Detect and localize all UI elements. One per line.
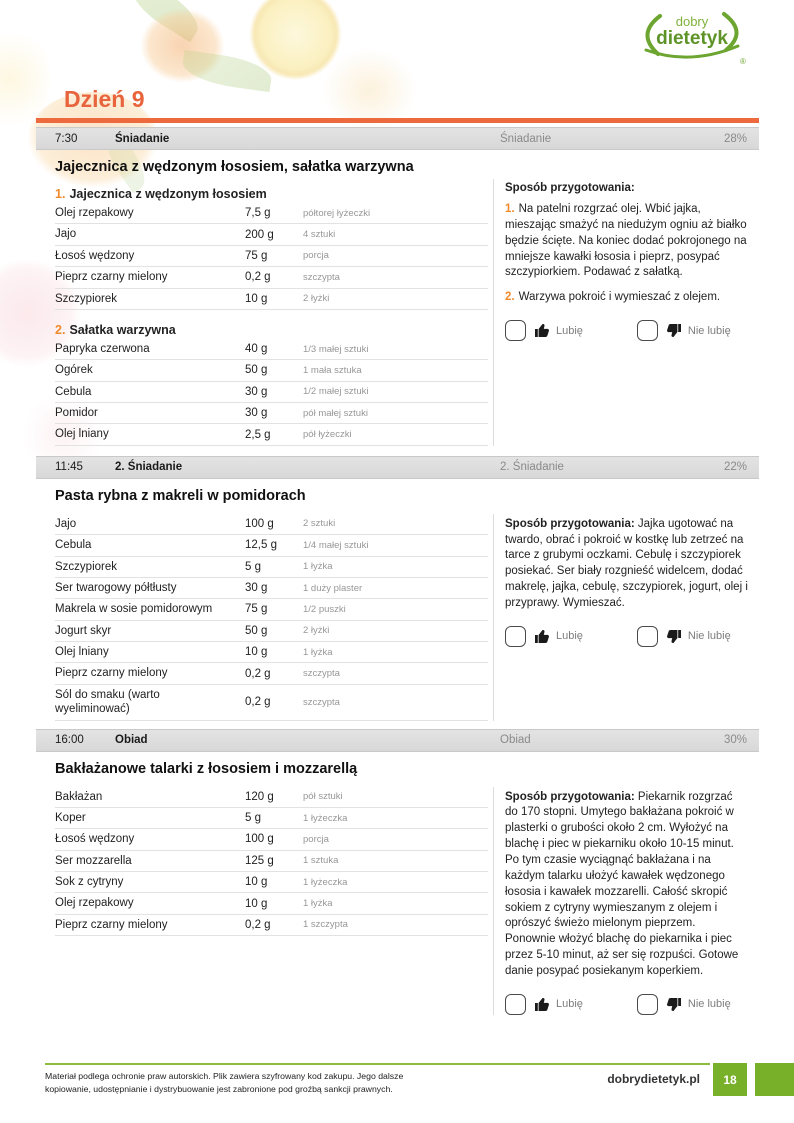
ingredient-row: Olej lniany 2,5 g pół łyżeczki (55, 424, 488, 445)
ingredient-row: Sok z cytryny 10 g 1 łyżeczka (55, 872, 488, 893)
dislike-checkbox[interactable] (637, 994, 658, 1015)
dislike-label: Nie lubię (687, 630, 731, 643)
footer-green-rule (45, 1063, 710, 1065)
meal-dish-title: Jajecznica z wędzonym łososiem, sałatka warzywna (55, 159, 414, 175)
recipe-group-header (55, 323, 488, 337)
recipe-group-header (55, 187, 488, 201)
ingredient-row: Pieprz czarny mielony 0,2 g szczypta (55, 663, 488, 684)
preparation-heading: Sposób przygotowania: (505, 182, 635, 194)
page-header (0, 0, 794, 118)
preparation-step: 1. Na patelni rozgrzać olej. Wbić jajka, mieszając smażyć na niedużym ogniu aż białko będzie ścięte. Na koniec dodać pokrojonego na mniejsze kawałki łososia i pieprz, posypać szczypiorkiem. Podawać z sałatką. (505, 203, 747, 279)
meal-section-second-breakfast (36, 514, 759, 721)
dislike-group (637, 994, 731, 1015)
dislike-group (637, 320, 731, 341)
ingredient-row: Jajo 100 g 2 sztuki (55, 514, 488, 535)
group-number: 2. (55, 322, 66, 337)
svg-text:dobry: dobry (675, 14, 709, 29)
ingredient-row: Pieprz czarny mielony 0,2 g szczypta (55, 267, 488, 288)
ingredient-row: Papryka czerwona 40 g 1/3 małej sztuki (55, 339, 488, 360)
page-title: Dzień 9 (64, 86, 145, 112)
preparation-step: 2. Warzywa pokroić i wymieszać z olejem. (505, 291, 721, 304)
meal-energy-percent: 22% (723, 461, 747, 474)
thumbs-up-icon (534, 323, 550, 338)
ingredient-row: Koper 5 g 1 łyżeczka (55, 808, 488, 829)
thumbs-down-icon (666, 323, 682, 338)
brand-logo (630, 8, 754, 73)
meal-time: 7:30 (55, 132, 78, 145)
ingredient-row: Ser twarogowy półtłusty 30 g 1 duży plaster (55, 578, 488, 599)
footer-edge-block (755, 1063, 794, 1096)
like-label: Lubię (556, 324, 583, 337)
ingredient-row: Olej lniany 10 g 1 łyżka (55, 642, 488, 663)
preparation-column (494, 787, 748, 1015)
meal-header-bar-breakfast (36, 127, 759, 150)
preparation-text: Sposób przygotowania: Piekarnik rozgrzać do 170 stopni. Umytego bakłażana pokroić w plasterki o grubości około 2 cm. Wyłożyć na blachę i piec w piekarniku około 10-15 minut. Po tym czasie wyciągnąć bakłażana i na każdym talarku ułożyć kawałek wędzonego łososia i kawałek mozzarelli. Całość skropić sokiem z cytryny wymieszanym z olejem i oprószyć świeżo mielonym pieprzem. Ponownie włożyć blachę do piekarnika i piec przez 5-10 minut, aż ser się rozpuści. Gotowe danie posypać posiekanym koperkiem. (505, 790, 739, 977)
meal-summary-name: Śniadanie (500, 132, 552, 145)
feedback-row (505, 320, 748, 341)
like-group (505, 994, 583, 1015)
meal-name: Obiad (115, 734, 148, 746)
feedback-row (505, 994, 748, 1015)
page-number-badge: 18 (713, 1063, 747, 1096)
meal-summary-name: 2. Śniadanie (500, 461, 564, 474)
meal-time: 16:00 (55, 734, 84, 746)
like-group (505, 320, 583, 341)
ingredient-row: Ogórek 50 g 1 mała sztuka (55, 360, 488, 381)
ingredient-row: Szczypiorek 10 g 2 łyżki (55, 289, 488, 310)
meal-header-bar-second-breakfast (36, 456, 759, 479)
meal-name: Śniadanie (115, 132, 170, 145)
ingredient-row: Ser mozzarella 125 g 1 sztuka (55, 851, 488, 872)
ingredient-row: Cebula 30 g 1/2 małej sztuki (55, 382, 488, 403)
ingredient-row: Pieprz czarny mielony 0,2 g 1 szczypta (55, 915, 488, 936)
dislike-group (637, 626, 731, 647)
ingredient-row: Jajo 200 g 4 sztuki (55, 224, 488, 245)
website-link[interactable]: dobrydietetyk.pl (607, 1072, 700, 1086)
thumbs-down-icon (666, 997, 682, 1012)
ingredient-row: Bakłażan 120 g pół sztuki (55, 787, 488, 808)
meal-name: 2. Śniadanie (115, 461, 183, 474)
meal-header-bar-lunch (36, 729, 759, 752)
like-checkbox[interactable] (505, 320, 526, 341)
meal-energy-percent: 28% (723, 132, 747, 145)
ingredients-column (36, 787, 488, 1015)
dislike-label: Nie lubię (687, 998, 731, 1011)
ingredient-row: Sól do smaku (warto wyeliminować) 0,2 g szczypta (55, 685, 488, 721)
svg-text:dietetyk: dietetyk (656, 28, 728, 49)
meal-dish-title: Bakłażanowe talarki z łososiem i mozzarellą (55, 760, 358, 777)
orange-divider-rule (36, 118, 759, 123)
copyright-notice: Materiał podlega ochronie praw autorskich. Plik zawiera szyfrowany kod zakupu. Jego dalsze kopiowanie, udostępnianie i dystrybuowanie jest zabronione pod groźbą sankcji prawnych. (45, 1071, 404, 1095)
meal-section-lunch (36, 787, 759, 1015)
group-number: 1. (55, 187, 66, 201)
ingredient-row: Łosoś wędzony 75 g porcja (55, 246, 488, 267)
ingredient-row: Makrela w sosie pomidorowym 75 g 1/2 puszki (55, 599, 488, 620)
feedback-row (505, 626, 748, 647)
ingredient-row: Łosoś wędzony 100 g porcja (55, 829, 488, 850)
thumbs-up-icon (534, 997, 550, 1012)
svg-text:®: ® (740, 57, 746, 66)
like-checkbox[interactable] (505, 994, 526, 1015)
dislike-checkbox[interactable] (637, 626, 658, 647)
dobry-dietetyk-logo-icon (630, 8, 754, 68)
like-checkbox[interactable] (505, 626, 526, 647)
meal-dish-title: Pasta rybna z makreli w pomidorach (55, 487, 306, 504)
thumbs-down-icon (666, 629, 682, 644)
like-label: Lubię (556, 630, 583, 643)
dislike-checkbox[interactable] (637, 320, 658, 341)
ingredient-row: Pomidor 30 g pół małej sztuki (55, 403, 488, 424)
dislike-label: Nie lubię (687, 324, 731, 337)
preparation-text: Sposób przygotowania: Jajka ugotować na twardo, obrać i pokroić w kostkę lub zetrzeć na tarce z grubymi oczkami. Cebulę i szczypiorek posiekać. Ser biały rozgnieść widelcem, dodać makrelę, jajka, cebulę, szczypiorek, jogurt, olej i przyprawy. Wymieszać. (505, 517, 748, 610)
like-label: Lubię (556, 998, 583, 1011)
meal-energy-percent: 30% (723, 734, 747, 746)
preparation-column (494, 179, 748, 446)
group-name: Jajecznica z wędzonym łososiem (69, 187, 267, 201)
ingredients-column (36, 179, 488, 446)
meal-summary-name: Obiad (500, 734, 531, 746)
ingredient-row: Olej rzepakowy 7,5 g półtorej łyżeczki (55, 203, 488, 224)
ingredient-row: Cebula 12,5 g 1/4 małej sztuki (55, 535, 488, 556)
preparation-column (494, 514, 748, 721)
meal-time: 11:45 (55, 461, 83, 474)
like-group (505, 626, 583, 647)
meal-section-breakfast (36, 179, 759, 446)
ingredient-row: Olej rzepakowy 10 g 1 łyżka (55, 893, 488, 914)
ingredients-column (36, 514, 488, 721)
group-name: Sałatka warzywna (69, 322, 176, 337)
thumbs-up-icon (534, 629, 550, 644)
ingredient-row: Szczypiorek 5 g 1 łyżka (55, 557, 488, 578)
ingredient-row: Jogurt skyr 50 g 2 łyżki (55, 621, 488, 642)
